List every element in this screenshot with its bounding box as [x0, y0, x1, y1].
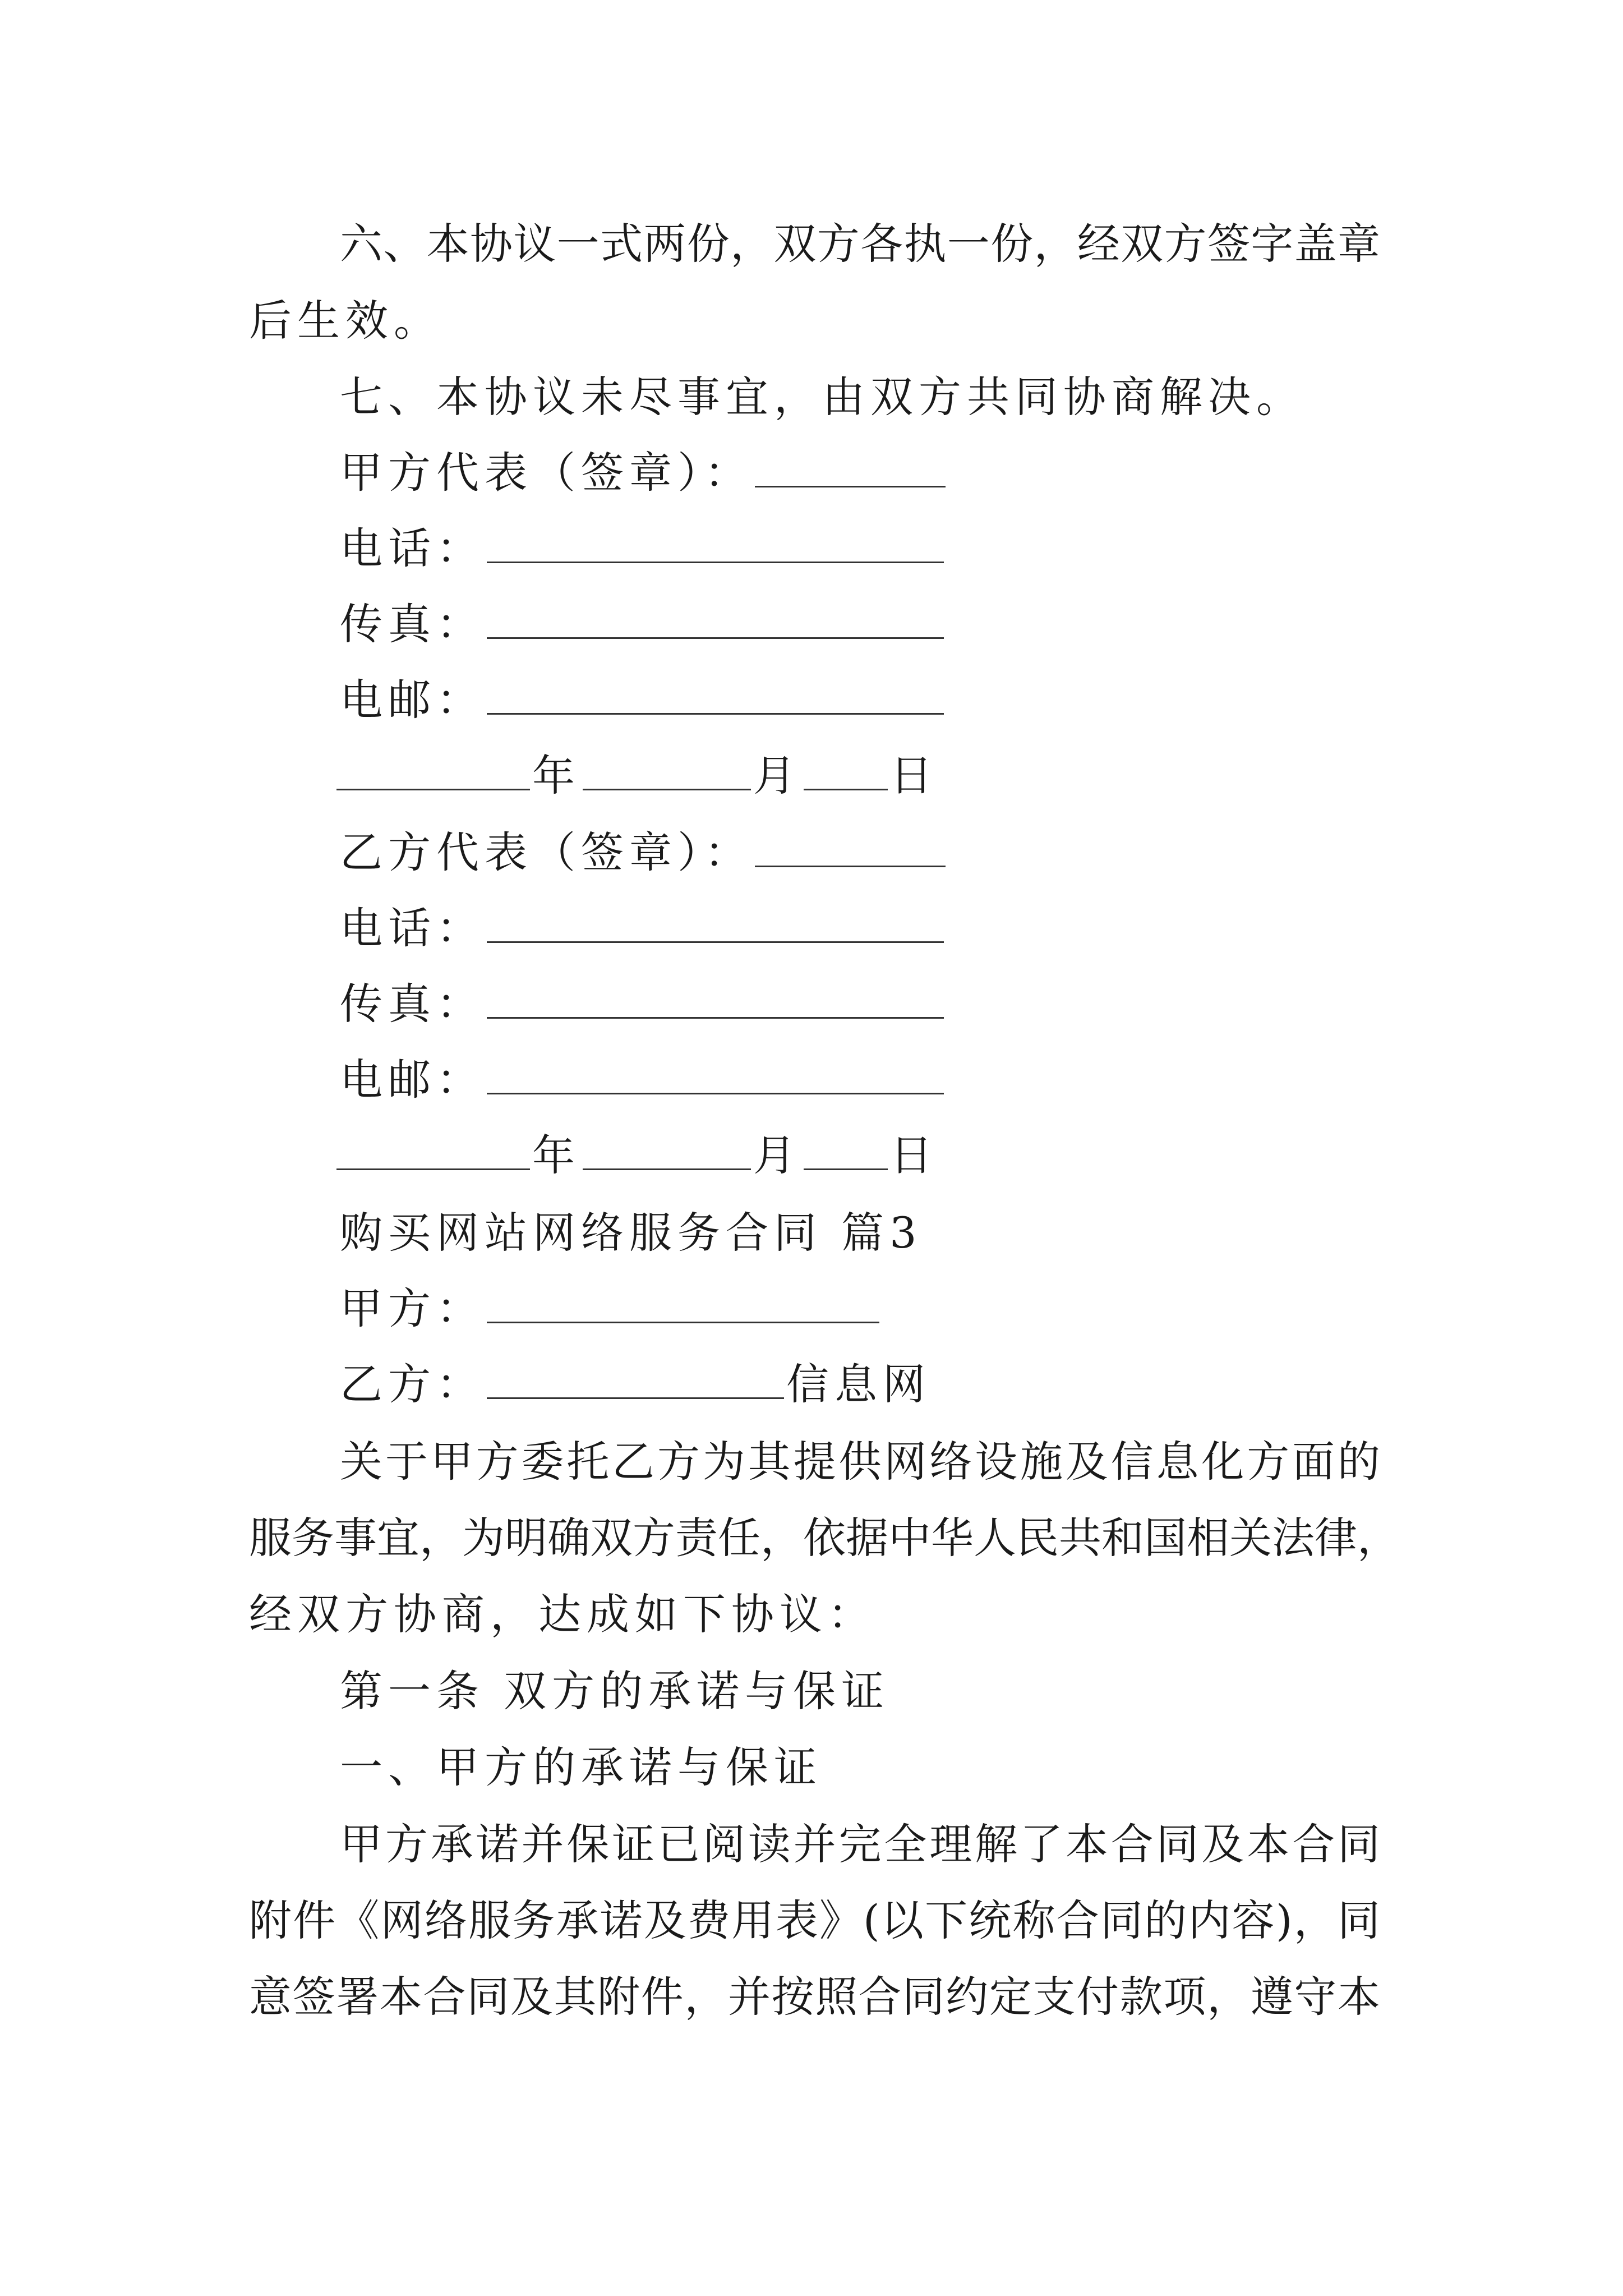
contract-party-b-label: 乙方：	[340, 1359, 485, 1409]
month-label: 月	[753, 1130, 801, 1180]
party-a-fax-label: 传真：	[340, 599, 485, 649]
party-a-year-blank[interactable]	[336, 749, 530, 790]
party-a-email-label: 电邮：	[340, 675, 485, 725]
day-label: 日	[890, 1130, 938, 1180]
year-label: 年	[532, 751, 580, 800]
party-a-month-blank[interactable]	[583, 749, 751, 790]
party-b-email-label: 电邮：	[340, 1055, 485, 1105]
party-a-rep-label: 甲方代表（签章）：	[340, 448, 753, 498]
party-b-year-blank[interactable]	[336, 1129, 530, 1170]
party-a-email-line	[340, 672, 946, 728]
party-b-fax-label: 传真：	[340, 979, 485, 1029]
party-a-phone-line	[340, 521, 946, 577]
paragraph-line: 甲方承诺并保证已阅读并完全理解了本合同及本合同	[340, 1819, 1380, 1869]
contract-party-b-suffix: 信息网	[786, 1359, 931, 1409]
year-label: 年	[532, 1130, 580, 1180]
party-a-rep-line	[340, 445, 948, 501]
paragraph-line: 意签署本合同及其附件，并按照合同约定支付款项，遵守本	[249, 1972, 1380, 2022]
party-b-phone-label: 电话：	[340, 903, 485, 953]
party-b-date-line	[334, 1128, 938, 1184]
party-a-email-blank[interactable]	[487, 674, 944, 715]
paragraph-line: 后生效。	[249, 296, 442, 346]
party-a-fax-blank[interactable]	[487, 598, 944, 639]
party-b-fax-blank[interactable]	[487, 978, 944, 1019]
contract-party-b-blank[interactable]	[487, 1358, 784, 1399]
party-b-rep-label: 乙方代表（签章）：	[340, 827, 753, 877]
party-b-fax-line	[340, 976, 946, 1032]
contract-party-b-line	[340, 1356, 931, 1412]
party-b-email-blank[interactable]	[487, 1053, 944, 1094]
contract-party-a-label: 甲方：	[340, 1283, 485, 1333]
party-a-rep-blank[interactable]	[755, 447, 946, 487]
month-label: 月	[753, 751, 801, 800]
party-b-day-blank[interactable]	[804, 1129, 888, 1170]
paragraph-line: 附件《网络服务承诺及费用表》(以下统称合同的内容)，同	[249, 1895, 1380, 1945]
section-title: 购买网站网络服务合同 篇3	[340, 1208, 923, 1258]
party-a-date-line	[334, 748, 938, 804]
party-a-phone-label: 电话：	[340, 523, 485, 573]
contract-party-a-blank[interactable]	[487, 1282, 879, 1323]
paragraph-line: 一、甲方的承诺与保证	[340, 1742, 822, 1792]
party-b-rep-blank[interactable]	[755, 826, 946, 867]
party-a-fax-line	[340, 596, 946, 652]
party-a-phone-blank[interactable]	[487, 522, 944, 563]
party-a-day-blank[interactable]	[804, 749, 888, 790]
party-b-email-line	[340, 1052, 946, 1108]
paragraph-line: 经双方协商，达成如下协议：	[249, 1589, 876, 1639]
paragraph-line: 服务事宜，为明确双方责任，依据中华人民共和国相关法律，	[249, 1513, 1400, 1563]
day-label: 日	[890, 751, 938, 800]
paragraph-line: 七、本协议未尽事宜，由双方共同协商解决。	[340, 372, 1304, 422]
party-b-rep-line	[340, 825, 948, 881]
party-b-phone-line	[340, 900, 946, 956]
party-b-month-blank[interactable]	[583, 1129, 751, 1170]
paragraph-line: 关于甲方委托乙方为其提供网络设施及信息化方面的	[340, 1437, 1380, 1487]
paragraph-line: 第一条 双方的承诺与保证	[340, 1666, 890, 1716]
party-b-phone-blank[interactable]	[487, 902, 944, 943]
paragraph-line: 六、本协议一式两份，双方各执一份，经双方签字盖章	[340, 219, 1380, 269]
contract-party-a-line	[340, 1281, 882, 1337]
